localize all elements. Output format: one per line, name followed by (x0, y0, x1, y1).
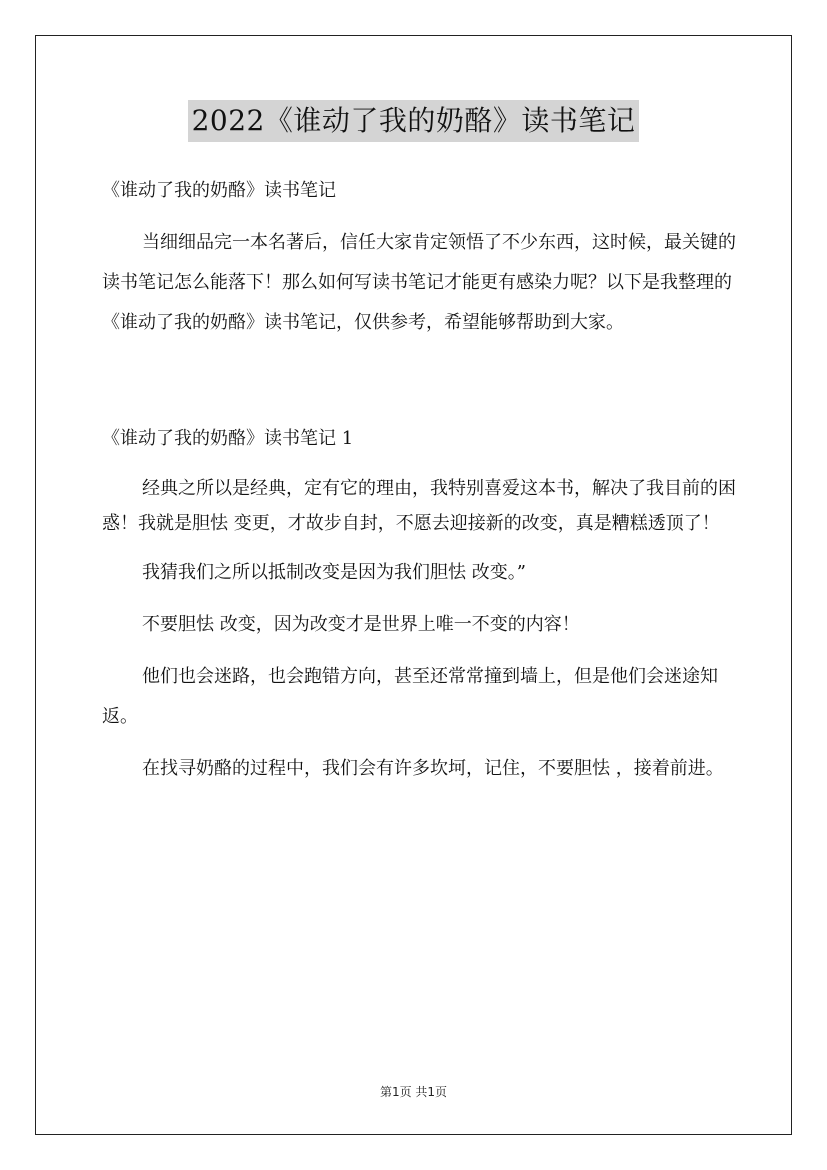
section-heading: 《谁动了我的奶酪》读书笔记 1 (102, 428, 354, 449)
spacer (102, 645, 742, 657)
body-paragraph: 我猜我们之所以抵制改变是因为我们胆怯 改变。” (142, 562, 526, 583)
spacer (102, 593, 742, 605)
intro-paragraph: 当细细品完一本名著后，信任大家肯定领悟了不少东西，这时候，最关键的读书笔记怎么能落下！那么如何写读书笔记才能更有感染力呢？以下是我整理的《谁动了我的奶酪》读书笔记，仅供参考，希望能够帮助到大家。 (102, 232, 736, 333)
body-paragraph: 不要胆怯 改变，因为改变才是世界上唯一不变的内容！ (142, 614, 580, 635)
spacer (102, 343, 742, 419)
spacer (102, 737, 742, 749)
body-paragraph: 经典之所以是经典，定有它的理由，我特别喜爱这本书，解决了我目前的困惑！我就是胆怯 变更，才故步自封，不愿去迎接新的改变，真是糟糕透顶了！ (102, 478, 736, 534)
title-area (0, 100, 827, 142)
body-paragraph: 他们也会迷路，也会跑错方向，甚至还常常撞到墙上，但是他们会迷途知返。 (102, 666, 718, 727)
section-heading: 《谁动了我的奶酪》读书笔记 (102, 180, 336, 201)
body-paragraph: 在找寻奶酪的过程中，我们会有许多坎坷，记住，不要胆怯 ，接着前进。 (142, 758, 724, 779)
spacer (102, 211, 742, 223)
document-title: 2022《谁动了我的奶酪》读书笔记 (188, 100, 640, 142)
document-body (102, 171, 742, 789)
spacer (102, 541, 742, 553)
spacer (102, 459, 742, 471)
page-footer: 第1页 共1页 (379, 1085, 448, 1099)
